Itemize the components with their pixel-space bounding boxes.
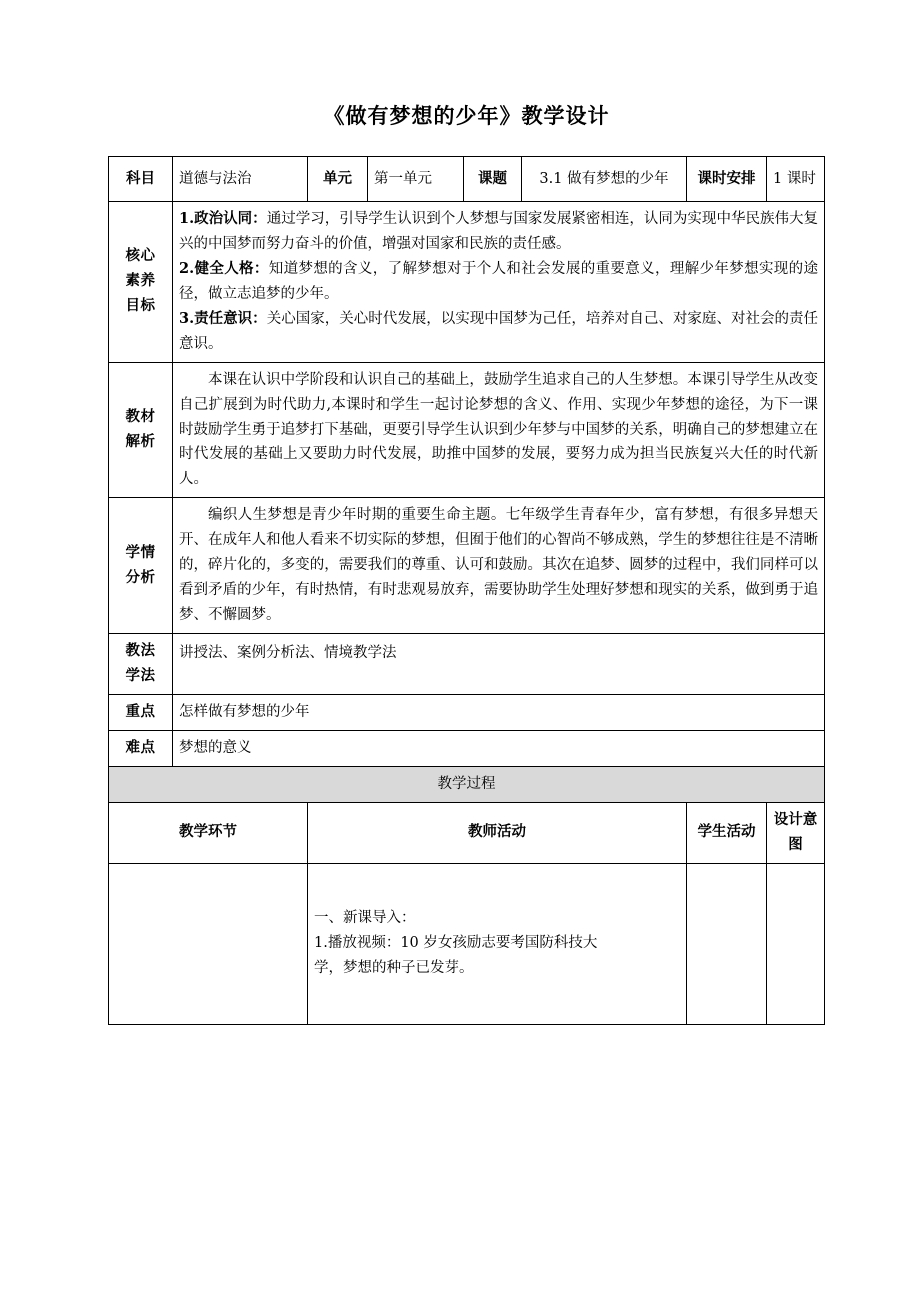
student-analysis-label-l1: 学情 [125,543,156,561]
process-teacher-cell [308,863,687,1024]
teaching-methods-value: 讲授法、案例分析法、情境教学法 [173,634,825,695]
table-row-material-analysis [109,362,825,498]
process-banner: 教学过程 [109,766,825,802]
teaching-methods-label-l2: 学法 [125,666,156,684]
table-row-process-headers [109,802,825,863]
subject-value: 道德与法治 [173,157,308,202]
core-literacy-item-3-text: 关心国家，关心时代发展，以实现中国梦为己任，培养对自己、对家庭、对社会的责任意识。 [179,310,818,352]
table-row-difficult-point [109,730,825,766]
unit-label: 单元 [308,157,368,202]
core-literacy-item-1-head: 1.政治认同： [179,210,267,227]
student-analysis-label [109,498,173,634]
table-row-info [109,157,825,202]
core-literacy-content [173,202,825,363]
core-literacy-item-3-head: 3.责任意识： [179,309,267,327]
process-intent-cell [767,863,825,1024]
core-literacy-item-1 [179,207,818,257]
material-analysis-label [109,362,173,498]
table-row-key-point [109,694,825,730]
page-title: 《做有梦想的少年》教学设计 [323,103,610,128]
process-step-cell [109,863,308,1024]
core-literacy-item-2-head: 2.健全人格： [179,259,269,277]
key-point-label: 重点 [109,694,173,730]
core-literacy-label [109,202,173,363]
material-analysis-content [173,362,825,498]
table-row-process-banner [109,766,825,802]
material-analysis-label-l1: 教材 [125,408,156,426]
process-header-teacher: 教师活动 [308,802,687,863]
periods-label: 课时安排 [687,157,767,202]
table-row-process-item [109,863,825,1024]
process-teacher-line-1: 一、新课导入： [314,910,416,927]
core-literacy-item-1-text: 通过学习，引导学生认识到个人梦想与国家发展紧密相连，认同为实现中华民族伟大复兴的中国梦而努力奋斗的价值，增强对国家和民族的责任感。 [179,211,818,252]
process-teacher-line-2: 1.播放视频：10 岁女孩励志要考国防科技大 [314,935,598,952]
teaching-methods-label [109,634,173,695]
core-literacy-label-l1: 核心 [125,247,156,265]
core-literacy-item-2-text: 知道梦想的含义，了解梦想对于个人和社会发展的重要意义，理解少年梦想实现的途径，做立志追梦的少年。 [179,260,818,302]
table-row-teaching-methods [109,634,825,695]
periods-value: 1 课时 [767,157,825,202]
topic-label: 课题 [464,157,522,202]
student-analysis-content [173,498,825,634]
table-row-student-analysis [109,498,825,634]
core-literacy-label-l3: 目标 [125,297,156,315]
difficult-point-value: 梦想的意义 [173,730,825,766]
student-analysis-label-l2: 分析 [125,568,156,586]
material-analysis-label-l2: 解析 [125,432,156,450]
process-teacher-line-3: 学，梦想的种子已发芽。 [314,960,474,977]
core-literacy-item-3 [179,307,818,357]
material-analysis-text: 本课在认识中学阶段和认识自己的基础上，鼓励学生追求自己的人生梦想。本课引导学生从改变自己扩展到为时代助力,本课时和学生一起讨论梦想的含义、作用、实现少年梦想的途径，为下一课时鼓励学生勇于追梦打下基础，更要引导学生认识到少年梦与中国梦的关系，明确自己的梦想建立在时代发展的基础上又要助力时代发展，助推中国梦的发展，要努力成为担当民族复兴大任的时代新人。 [179,371,818,488]
student-analysis-text: 编织人生梦想是青少年时期的重要生命主题。七年级学生青春年少，富有梦想，有很多异想天开、在成年人和他人看来不切实际的梦想，但囿于他们的心智尚不够成熟，学生的梦想往往是不清晰的，碎片化的，多变的，需要我们的尊重、认可和鼓励。其次在追梦、圆梦的过程中，我们同样可以看到矛盾的少年，有时热情，有时悲观易放弃，需要协助学生处理好梦想和现实的关系，做到勇于追梦、不懈圆梦。 [179,507,818,624]
core-literacy-label-l2: 素养 [125,272,156,290]
topic-value: 3.1 做有梦想的少年 [522,157,687,202]
teaching-methods-label-l1: 教法 [125,642,156,659]
table-row-core-literacy [109,202,825,363]
process-header-student: 学生活动 [687,802,767,863]
unit-value: 第一单元 [368,157,464,202]
process-header-intent: 设计意图 [767,802,825,863]
core-literacy-item-2 [179,257,818,307]
process-student-cell [687,863,767,1024]
difficult-point-label: 难点 [109,730,173,766]
subject-label: 科目 [109,157,173,202]
key-point-value: 怎样做有梦想的少年 [173,694,825,730]
lesson-plan-table [108,156,825,1025]
process-header-step: 教学环节 [109,802,308,863]
